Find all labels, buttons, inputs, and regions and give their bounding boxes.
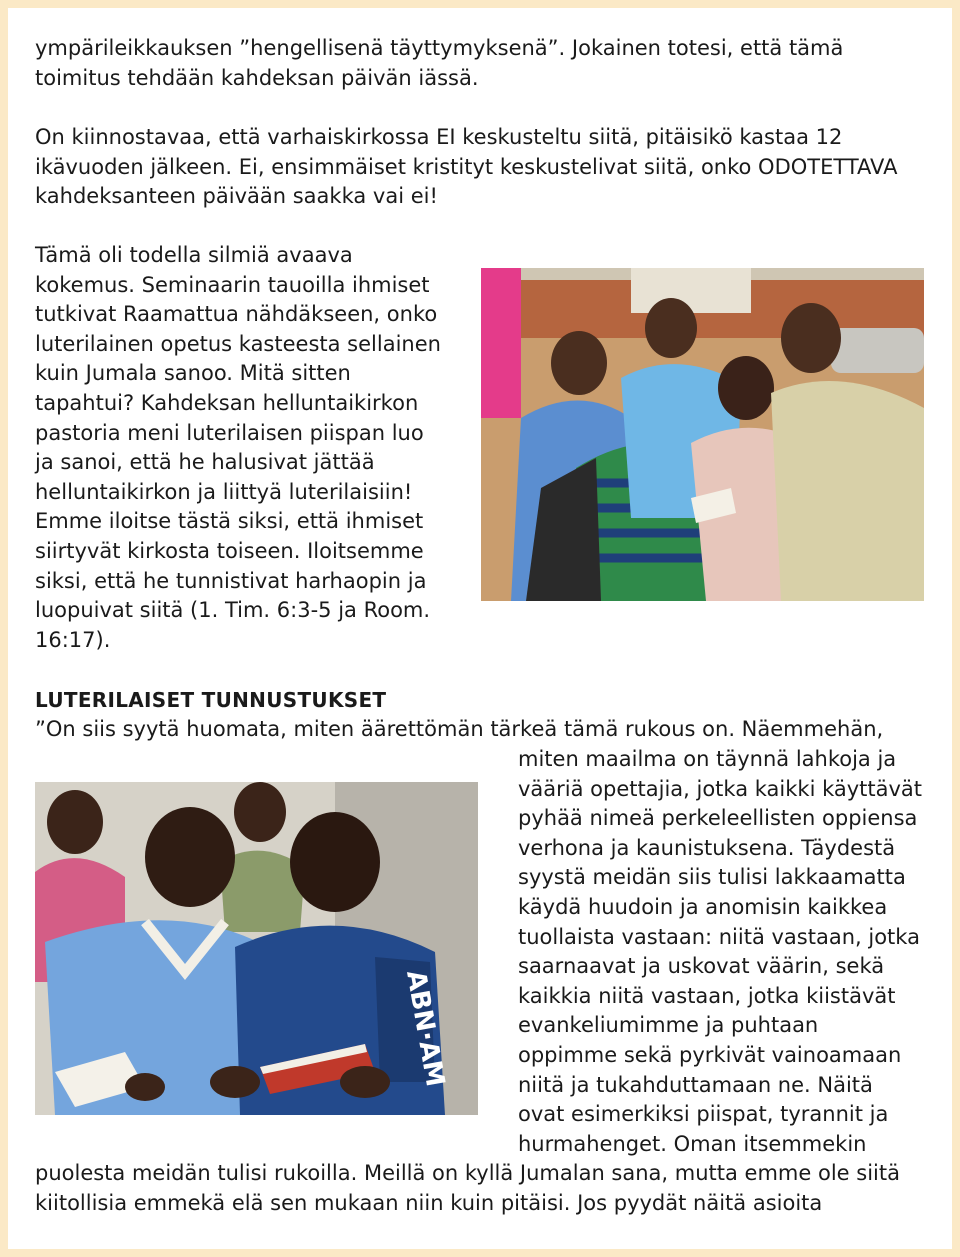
text-line: 16:17). — [35, 627, 111, 652]
text-line: pastoria meni luterilaisen piispan luo — [35, 420, 424, 445]
text-line: puolesta meidän tulisi rukoilla. Meillä on kyllä Jumalan sana, mutta emme ole siitä — [35, 1161, 900, 1185]
text-line: ikävuoden jälkeen. Ei, ensimmäiset kristityt keskustelivat siitä, onko ODOTETTAVA — [35, 154, 898, 179]
text-line: kokemus. Seminaarin tauoilla ihmiset — [35, 272, 430, 297]
quote-first-line — [35, 715, 883, 745]
text-line: vääriä opettajia, jotka kaikki käyttävät — [518, 776, 923, 801]
text-line: hurmahenget. Oman itsemmekin — [518, 1131, 867, 1156]
text-line: On kiinnostavaa, että varhaiskirkossa EI keskusteltu siitä, pitäisikö kastaa 12 — [35, 125, 843, 149]
shirt-print: ABN·AM — [400, 968, 451, 1090]
text-line: ympärileikkauksen ”hengellisenä täyttymyksenä”. Jokainen totesi, että tämä — [35, 36, 844, 60]
text-line: käydä huudoin ja anomisin kaikkea — [518, 894, 888, 919]
text-line: ovat esimerkiksi piispat, tyrannit ja — [518, 1102, 889, 1127]
text-line: Emme iloitse tästä siksi, että ihmiset — [35, 509, 424, 534]
text-line: toimitus tehdään kahdeksan päivän iässä. — [35, 65, 479, 90]
photo-men-reading-outdoors — [481, 268, 924, 601]
text-line: siirtyvät kirkosta toiseen. Iloitsemme — [35, 538, 424, 563]
text-line: verhona ja kaunistuksena. Täydestä — [518, 835, 896, 860]
text-line: miten maailma on täynnä lahkoja ja — [518, 747, 897, 771]
paragraph-3 — [35, 241, 441, 655]
photo-illustration — [35, 782, 478, 1115]
text-line: niitä ja tukahduttamaan ne. Näitä — [518, 1072, 873, 1097]
text-line: tapahtui? Kahdeksan helluntaikirkon — [35, 390, 419, 415]
text-line: tuollaista vastaan: niitä vastaan, jotka — [518, 924, 920, 949]
text-line: luterilainen opetus kasteesta sellainen — [35, 331, 441, 356]
text-line: kuin Jumala sanoo. Mitä sitten — [35, 361, 351, 386]
quote-right-column — [518, 745, 922, 1159]
text-line: ”On siis syytä huomata, miten äärettömän tärkeä tämä rukous on. Näemmehän, — [35, 717, 884, 741]
text-line: ja sanoi, että he halusivat jättää — [35, 450, 375, 475]
text-line: kaikkia niitä vastaan, jotka kiistävät — [518, 983, 896, 1008]
paragraph-1 — [35, 34, 843, 93]
text-line: evankeliumimme ja puhtaan — [518, 1013, 819, 1038]
text-line: syystä meidän siis tulisi lakkaamatta — [518, 865, 906, 890]
photo-illustration — [481, 268, 924, 601]
quote-bottom — [35, 1159, 900, 1218]
paragraph-2 — [35, 123, 897, 212]
section-heading: LUTERILAISET TUNNUSTUKSET — [35, 688, 387, 712]
text-line: kiitollisia emmekä elä sen mukaan niin kuin pitäisi. Jos pyydät näitä asioita — [35, 1190, 823, 1215]
text-line: kahdeksanteen päivään saakka vai ei! — [35, 184, 438, 209]
text-line: Tämä oli todella silmiä avaava — [35, 243, 353, 267]
text-line: helluntaikirkon ja liittyä luterilaisiin! — [35, 479, 413, 504]
text-line: oppimme sekä pyrkivät vainoamaan — [518, 1042, 902, 1067]
text-line: siksi, että he tunnistivat harhaopin ja — [35, 568, 427, 593]
text-line: pyhää nimeä perkeleellisten oppiensa — [518, 806, 918, 831]
text-line: saarnaavat ja uskovat väärin, sekä — [518, 954, 885, 979]
photo-men-reading-indoors — [35, 782, 478, 1115]
text-line: luopuivat siitä (1. Tim. 6:3-5 ja Room. — [35, 598, 431, 623]
text-line: tutkivat Raamattua nähdäkseen, onko — [35, 302, 438, 327]
